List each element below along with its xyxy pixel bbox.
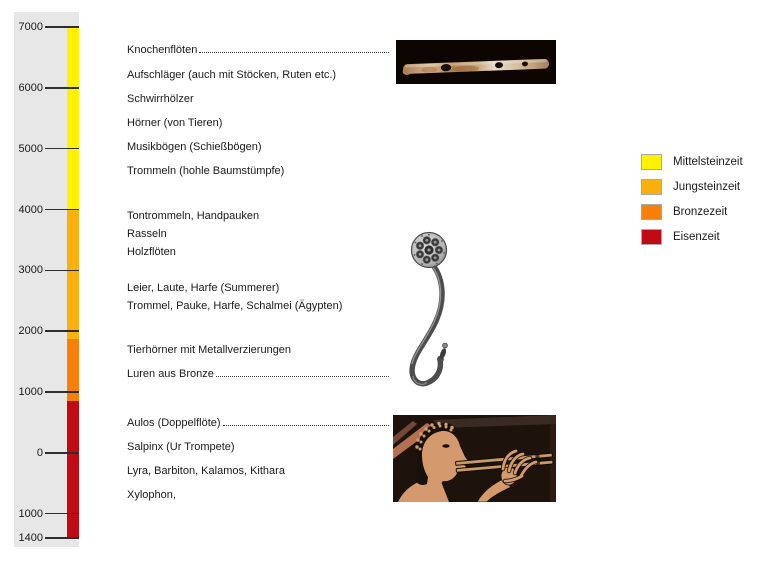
instrument-label: Trommel, Pauke, Harfe, Schalmei (Ägypten) bbox=[127, 300, 343, 312]
instrument-label: Knochenflöten bbox=[127, 44, 198, 56]
instrument-label-row bbox=[127, 343, 291, 357]
axis-tick-line bbox=[45, 452, 79, 454]
instrument-label: Holzflöten bbox=[127, 246, 176, 258]
axis-tick-label: 4000 bbox=[18, 203, 43, 216]
legend-swatch bbox=[641, 154, 662, 170]
legend-item bbox=[641, 178, 743, 195]
axis-tick-label: 1000 bbox=[18, 507, 43, 520]
axis-tick-label: 5000 bbox=[18, 142, 43, 155]
axis-tick-label: 1400 bbox=[18, 532, 43, 544]
instrument-label-row bbox=[127, 488, 176, 502]
legend-swatch bbox=[641, 204, 662, 220]
instrument-label-row bbox=[127, 227, 167, 241]
instrument-label: Schwirrhölzer bbox=[127, 93, 194, 105]
era-segment-0 bbox=[67, 27, 79, 210]
bronze-lur-image bbox=[398, 228, 466, 392]
instrument-label-row bbox=[127, 440, 235, 454]
axis-tick-line bbox=[45, 87, 79, 89]
instrument-label: Musikbögen (Schießbögen) bbox=[127, 141, 262, 153]
axis-tick-line bbox=[45, 513, 79, 515]
instrument-label: Tierhörner mit Metallverzierungen bbox=[127, 344, 292, 356]
axis-tick-line bbox=[45, 537, 79, 539]
instrument-label-row bbox=[127, 92, 194, 106]
instrument-label-row bbox=[127, 140, 262, 154]
dotted-leader bbox=[216, 376, 389, 377]
instrument-label-row bbox=[127, 43, 390, 57]
instrument-label: Trommeln (hohle Baumstümpfe) bbox=[127, 165, 285, 177]
instrument-label: Xylophon, bbox=[127, 489, 176, 501]
instrument-label-row bbox=[127, 464, 285, 478]
axis-tick-label: 2000 bbox=[18, 325, 43, 338]
instrument-label-row bbox=[127, 416, 390, 430]
legend-item bbox=[641, 203, 743, 220]
axis-tick-line bbox=[45, 148, 79, 150]
bone-flute-image bbox=[396, 40, 556, 84]
legend-swatch bbox=[641, 229, 662, 245]
instrument-label: Luren aus Bronze bbox=[127, 368, 214, 380]
axis-tick-label: 3000 bbox=[18, 264, 43, 277]
legend-label: Eisenzeit bbox=[673, 230, 720, 243]
dotted-leader bbox=[223, 425, 389, 426]
instrument-label-row bbox=[127, 164, 284, 178]
axis-tick-label: 0 bbox=[36, 446, 43, 459]
axis-tick-label: 6000 bbox=[18, 81, 43, 94]
instrument-label: Aufschläger (auch mit Stöcken, Ruten etc.) bbox=[127, 69, 337, 81]
legend-label: Bronzezeit bbox=[673, 205, 728, 218]
instrument-label-row bbox=[127, 281, 279, 295]
instrument-label-row bbox=[127, 245, 176, 259]
axis-tick-line bbox=[45, 209, 79, 211]
instrument-label: Salpinx (Ur Trompete) bbox=[127, 441, 235, 453]
legend-label: Mittelsteinzeit bbox=[673, 155, 743, 168]
era-segment-1 bbox=[67, 210, 79, 340]
instrument-label: Lyra, Barbiton, Kalamos, Kithara bbox=[127, 465, 285, 477]
instrument-label-row bbox=[127, 367, 390, 381]
instrument-label: Rasseln bbox=[127, 228, 167, 240]
instrument-label-row bbox=[127, 68, 336, 82]
instrument-label: Leier, Laute, Harfe (Summerer) bbox=[127, 282, 280, 294]
axis-tick-line bbox=[45, 270, 79, 272]
instrument-label: Tontrommeln, Handpauken bbox=[127, 210, 260, 222]
axis-tick-line bbox=[45, 26, 79, 28]
legend-label: Jungsteinzeit bbox=[673, 180, 741, 193]
axis-tick-label: 7000 bbox=[18, 21, 43, 33]
era-legend bbox=[641, 153, 743, 253]
instrument-label-row bbox=[127, 299, 342, 313]
axis-tick-label: 1000 bbox=[18, 386, 43, 398]
dotted-leader bbox=[199, 52, 389, 53]
legend-swatch bbox=[641, 179, 662, 195]
instrument-label: Hörner (von Tieren) bbox=[127, 117, 223, 129]
instrument-label-row bbox=[127, 116, 222, 130]
instrument-label-row bbox=[127, 209, 259, 223]
aulos-player-vase-image bbox=[393, 415, 556, 502]
axis-tick-line bbox=[45, 330, 79, 332]
instrument-label: Aulos (Doppelflöte) bbox=[127, 417, 221, 429]
axis-tick-line bbox=[45, 391, 79, 393]
era-segment-3 bbox=[67, 401, 79, 538]
legend-item bbox=[641, 153, 743, 170]
legend-item bbox=[641, 228, 743, 245]
